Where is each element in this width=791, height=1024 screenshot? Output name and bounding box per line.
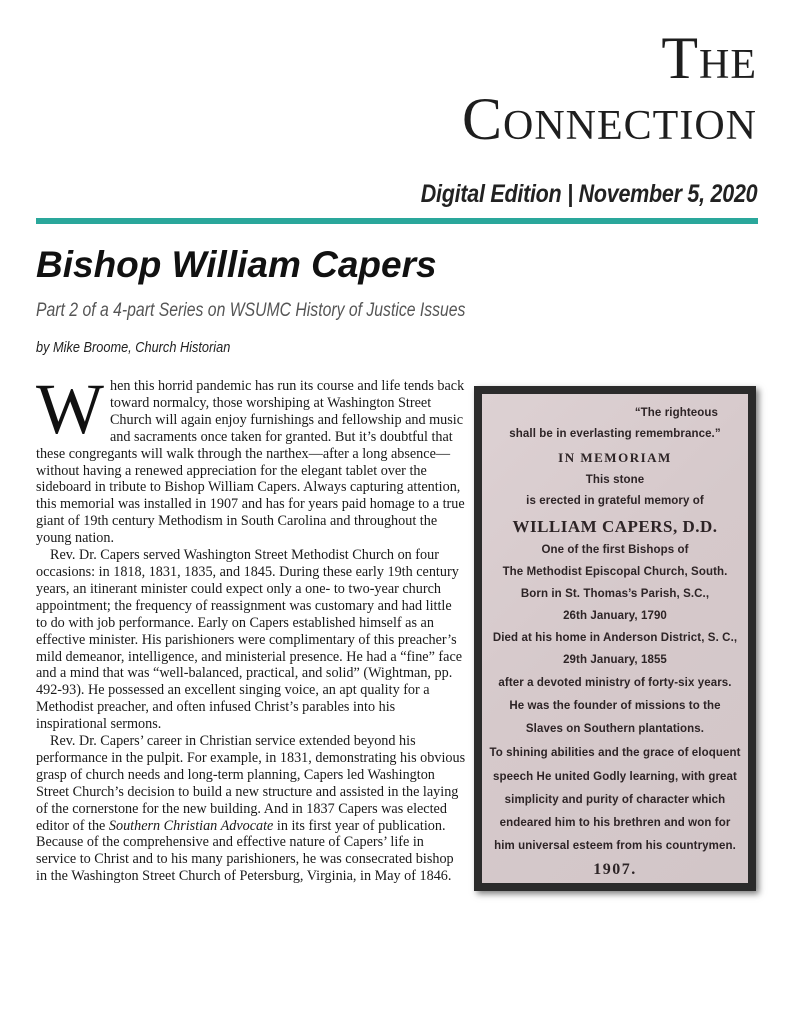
tablet-line: simplicity and purity of character which <box>504 794 726 806</box>
article-byline: by Mike Broome, Church Historian <box>36 340 231 356</box>
publication-name: Southern Christian Advocate <box>108 817 274 834</box>
drop-cap: W <box>36 369 104 449</box>
tablet-line: is erected in grateful memory of <box>526 495 704 507</box>
tablet-line: This stone <box>585 474 645 486</box>
article-subtitle: Part 2 of a 4-part Series on WSUMC History of Justice Issues <box>36 300 466 321</box>
tablet-line: WILLIAM CAPERS, D.D. <box>512 517 718 536</box>
tablet-line: IN MEMORIAM <box>558 450 672 465</box>
tablet-line: him universal esteem from his countrymen. <box>494 840 736 852</box>
tablet-line: Born in St. Thomas’s Parish, S.C., <box>520 588 710 600</box>
tablet-line: 1907. <box>593 861 637 878</box>
tablet-line: after a devoted ministry of forty-six years. <box>498 677 732 689</box>
masthead-line-2: Connection <box>462 86 757 152</box>
header-divider <box>36 218 758 224</box>
paragraph-1-text: hen this horrid pandemic has run its course and life tends back toward normalcy, those worshiping at Washington Street Church will again enjoy furnishings and fellowship and music and sacraments once taken for granted. But it’s doubtful that these congregants will walk through the narthex—after a long absence—without having a renewed appreciation for the elegant tablet over the sideboard in tribute to Bishop William Capers. Always capturing attention, this memorial was installed in 1907 and has for years paid homage to a true giant of 19th century Methodism in South Carolina and throughout the young nation. <box>36 378 465 547</box>
article-headline: Bishop William Capers <box>36 244 437 285</box>
memorial-tablet-photo <box>474 386 756 891</box>
tablet-line: Slaves on Southern plantations. <box>525 723 705 735</box>
paragraph-2: Rev. Dr. Capers served Washington Street Methodist Church on four occasions: in 1818, 1831, 1835, and 1845. During these early 19th century years, an itinerant minister could expect only a one- to two-year church appointment; the frequency of reassignment was customary and had little to do with job performance. Early on Capers established himself as an effective minister. His parishioners were complimentary of this preacher’s mild demeanor, intelligence, and ministerial presence. He had a “fine” face and a mind that was “well-balanced, practical, and solid” (Wightman, pp. 492-93). He possessed an excellent singing voice, an apt quality for a Methodist preacher, and often infused Christ’s parables into his inspirational sermons. <box>36 547 463 733</box>
tablet-line: 29th January, 1855 <box>563 654 667 666</box>
tablet-line: endeared him to his brethren and won for <box>499 817 731 829</box>
tablet-line: The Methodist Episcopal Church, South. <box>502 566 728 578</box>
tablet-line: One of the first Bishops of <box>541 544 689 556</box>
edition-date: Digital Edition | November 5, 2020 <box>420 180 757 208</box>
tablet-line: To shining abilities and the grace of eloquent <box>489 747 741 759</box>
publication-title <box>462 25 757 152</box>
tablet-line: “The righteous <box>634 407 718 419</box>
tablet-line: Died at his home in Anderson District, S. C., <box>492 632 738 644</box>
paragraph-3-text-a: Rev. Dr. Capers’ career in Christian service extended beyond his performance in the pulpit. For example, in 1831, demonstrating his obvious grasp of church needs and long-term planning, Capers led Washington Street Church’s decision to build a new structure and assisted in the laying of the cornerstone for the new building. And in 1837 Capers was elected editor of the <box>36 733 466 834</box>
tablet-line: 26th January, 1790 <box>563 610 667 622</box>
tablet-line: speech He united Godly learning, with great <box>493 771 737 783</box>
tablet-line: He was the founder of missions to the <box>509 700 721 712</box>
masthead-line-1: The <box>661 25 757 91</box>
paragraph-3-text-b: in its first year of publication. Because of the comprehensive and effective nature of Capers’ life in service to Christ and to his many parishioners, he was consecrated bishop in the Washington Street Church of Petersburg, Virginia, in May of 1846. <box>36 817 454 885</box>
tablet-line: shall be in everlasting remembrance.” <box>509 428 721 440</box>
memorial-tablet <box>482 394 748 883</box>
